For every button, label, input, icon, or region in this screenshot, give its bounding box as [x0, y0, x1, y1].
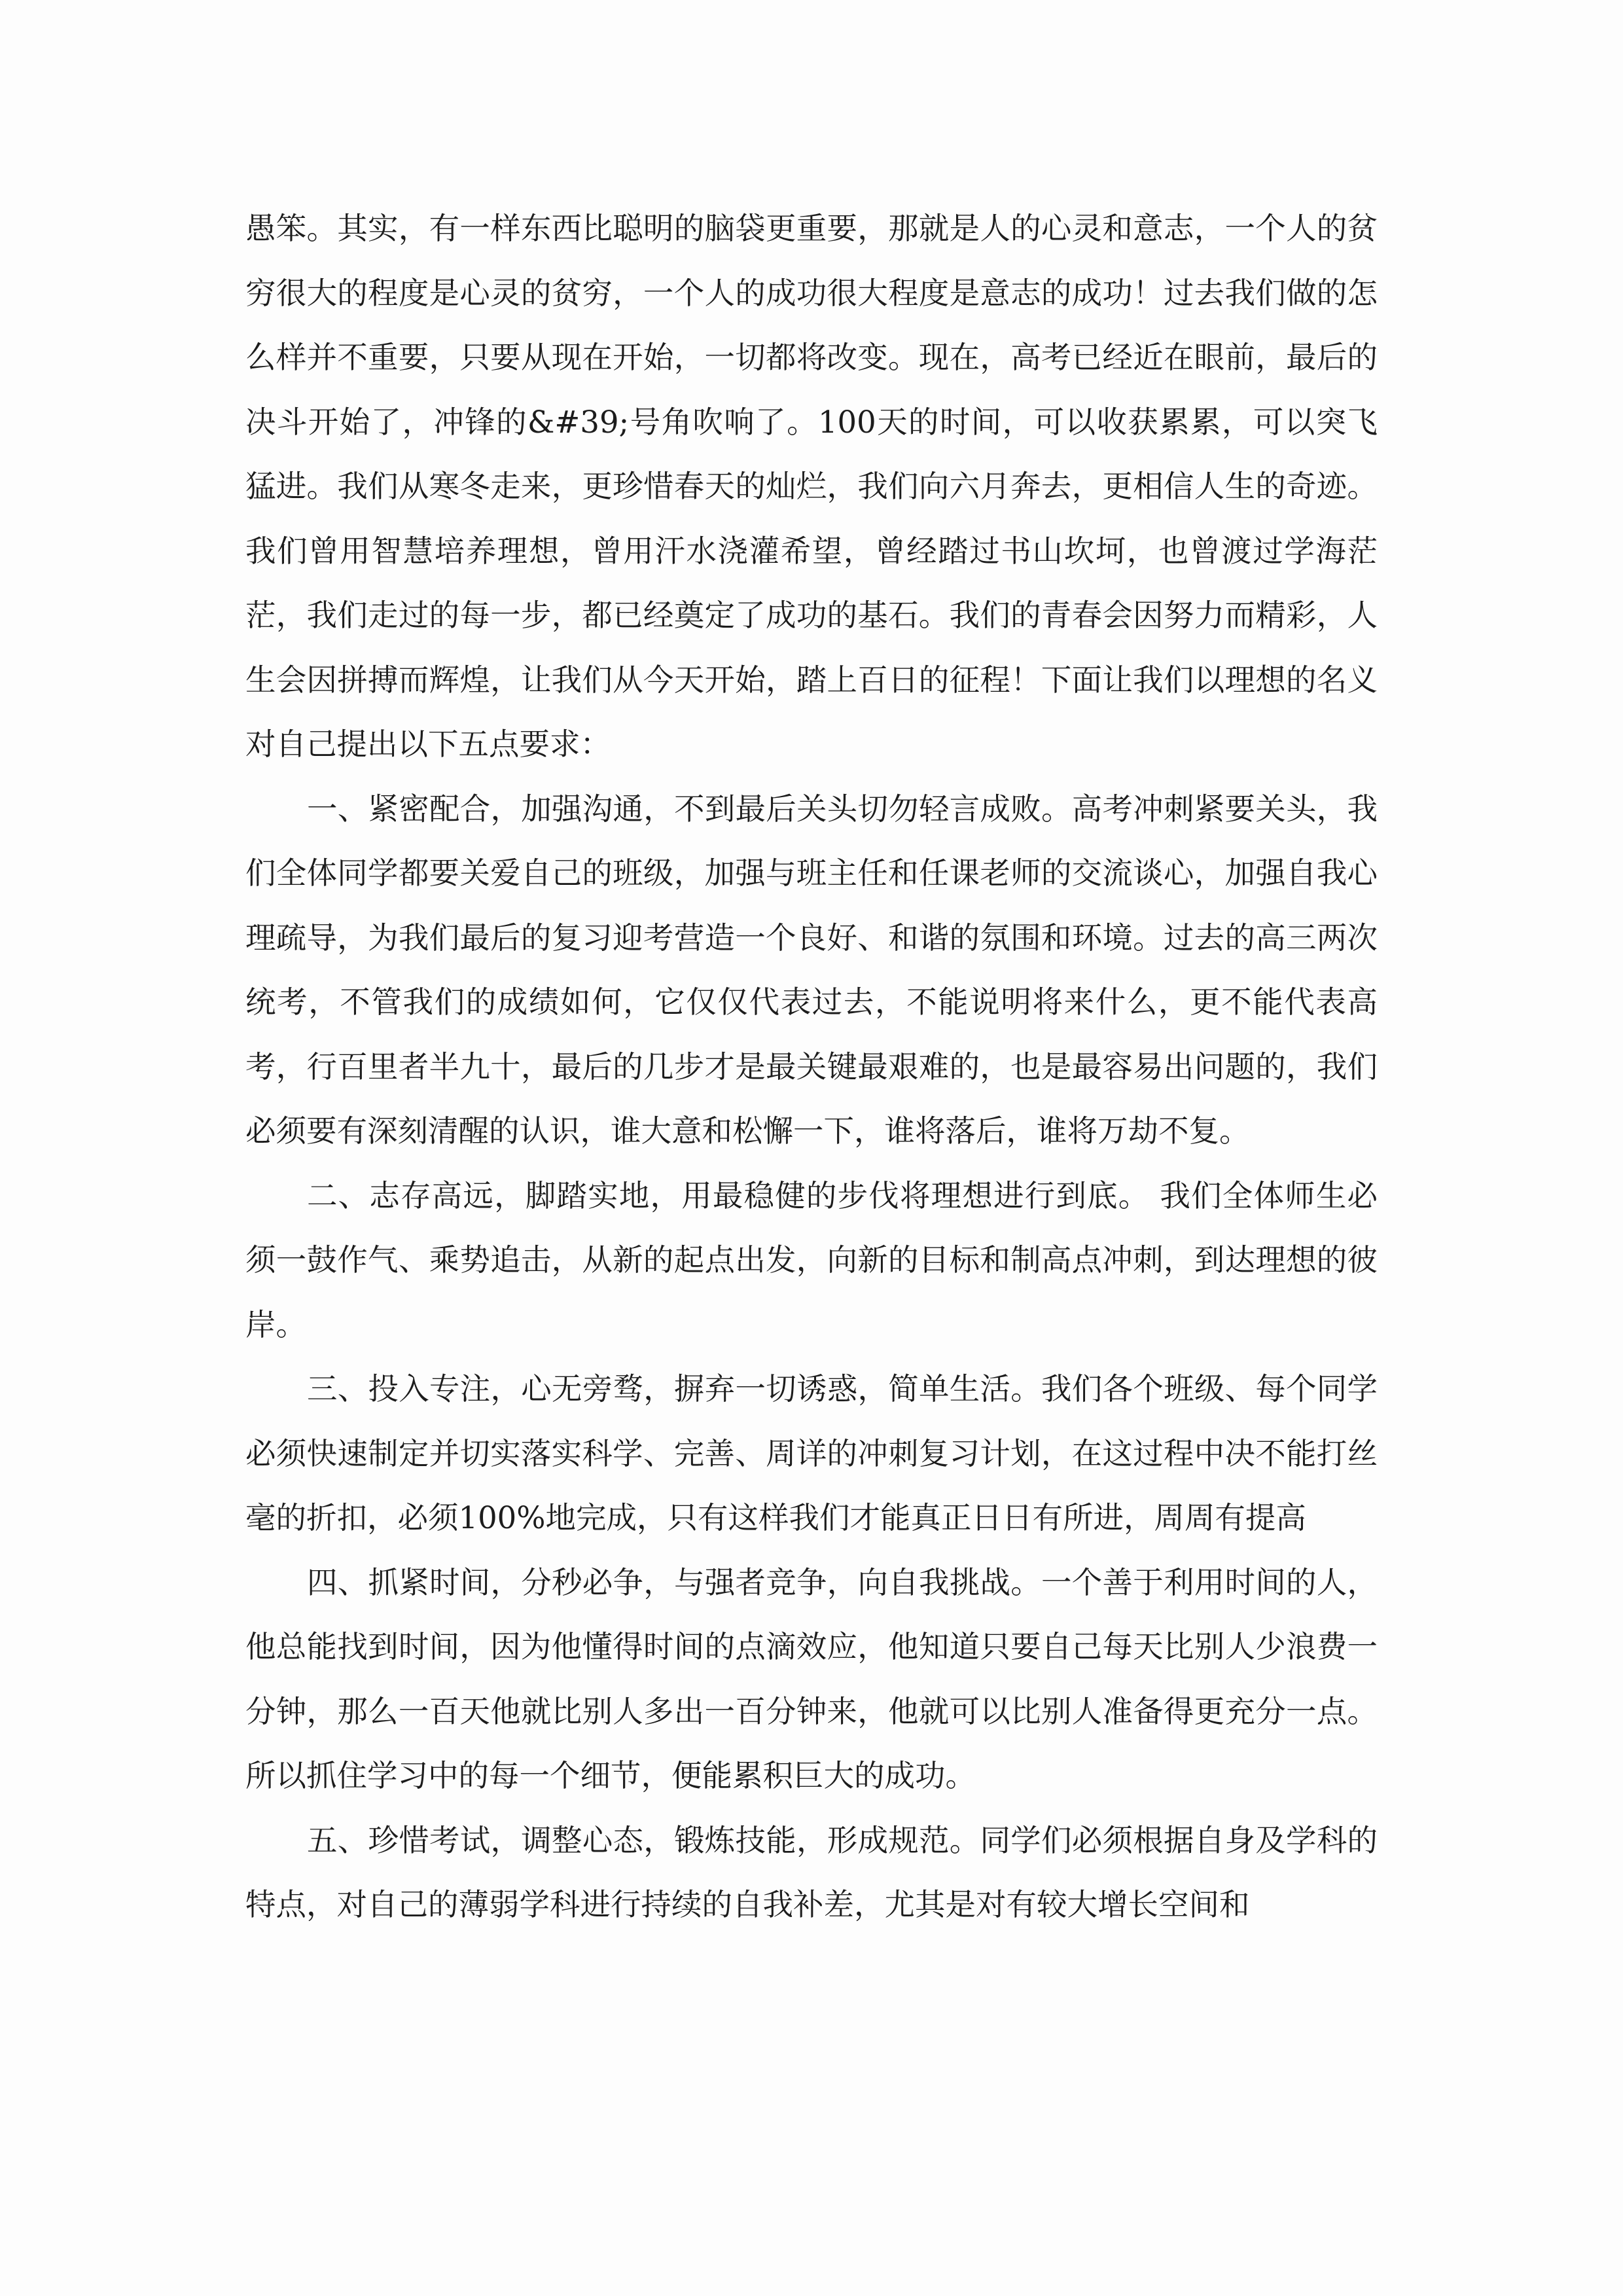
paragraph-point-3: 三、投入专注，心无旁骛，摒弃一切诱惑，简单生活。我们各个班级、每个同学必须快速制定并切实落实科学、完善、周详的冲刺复习计划，在这过程中决不能打丝毫的折扣，必须100%地完成，只有这样我们才能真正日日有所进，周周有提高: [245, 1371, 1378, 1535]
document-body: [245, 196, 1378, 1937]
paragraph-point-1: 一、紧密配合，加强沟通，不到最后关头切勿轻言成败。高考冲刺紧要关头，我们全体同学都要关爱自己的班级，加强与班主任和任课老师的交流谈心，加强自我心理疏导，为我们最后的复习迎考营造一个良好、和谐的氛围和环境。过去的高三两次统考，不管我们的成绩如何，它仅仅代表过去，不能说明将来什么，更不能代表高考，行百里者半九十，最后的几步才是最关键最艰难的，也是最容易出问题的，我们必须要有深刻清醒的认识，谁大意和松懈一下，谁将落后，谁将万劫不复。: [245, 791, 1378, 1149]
paragraph-point-4: 四、抓紧时间，分秒必争，与强者竞争，向自我挑战。一个善于利用时间的人，他总能找到时间，因为他懂得时间的点滴效应，他知道只要自己每天比别人少浪费一分钟，那么一百天他就比别人多出一百分钟来，他就可以比别人准备得更充分一点。所以抓住学习中的每一个细节，便能累积巨大的成功。: [245, 1564, 1378, 1793]
paragraph-point-5: 五、珍惜考试，调整心态，锻炼技能，形成规范。同学们必须根据自身及学科的特点，对自己的薄弱学科进行持续的自我补差，尤其是对有较大增长空间和: [245, 1822, 1378, 1922]
paragraph-point-2: 二、志存高远，脚踏实地，用最稳健的步伐将理想进行到底。 我们全体师生必须一鼓作气、乘势追击，从新的起点出发，向新的目标和制高点冲刺，到达理想的彼岸。: [245, 1177, 1378, 1342]
paragraph-intro: 愚笨。其实，有一样东西比聪明的脑袋更重要，那就是人的心灵和意志，一个人的贫穷很大的程度是心灵的贫穷，一个人的成功很大程度是意志的成功！过去我们做的怎么样并不重要，只要从现在开始，一切都将改变。现在，高考已经近在眼前，最后的决斗开始了，冲锋的&#39;号角吹响了。100天的时间，可以收获累累，可以突飞猛进。我们从寒冬走来，更珍惜春天的灿烂，我们向六月奔去，更相信人生的奇迹。我们曾用智慧培养理想，曾用汗水浇灌希望，曾经踏过书山坎坷，也曾渡过学海茫茫，我们走过的每一步，都已经奠定了成功的基石。我们的青春会因努力而精彩，人生会因拼搏而辉煌，让我们从今天开始，踏上百日的征程！下面让我们以理想的名义对自己提出以下五点要求：: [245, 211, 1378, 762]
